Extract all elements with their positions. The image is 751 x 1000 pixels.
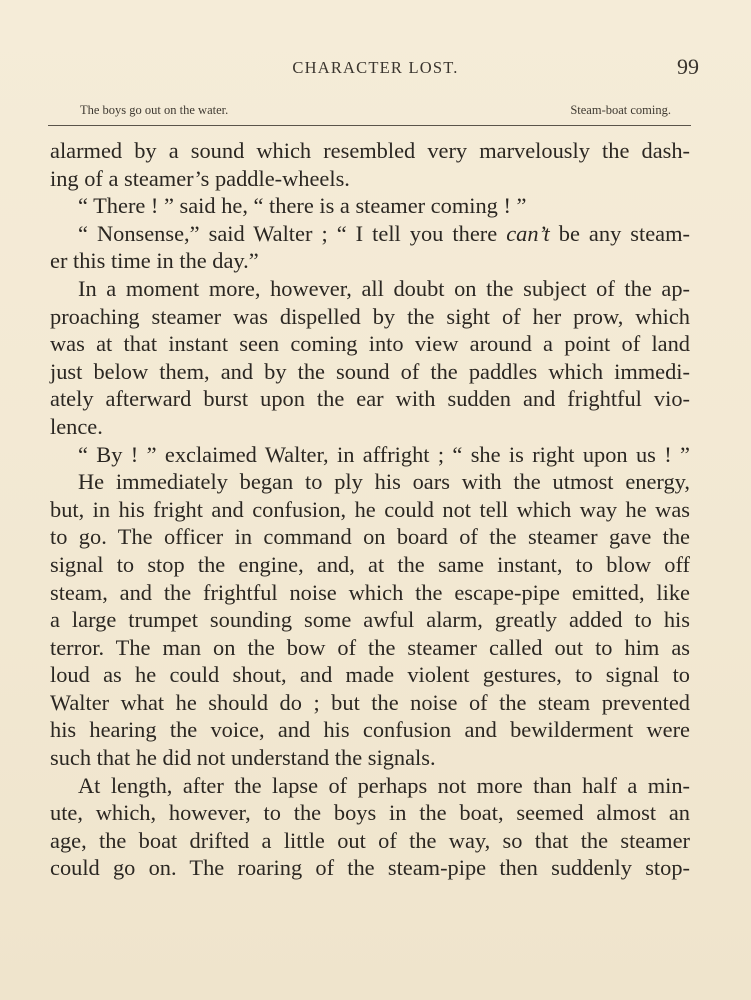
text-line: ately afterward burst upon the ear with sudden and frightful vio- bbox=[50, 386, 690, 412]
text-line-with-emphasis bbox=[50, 220, 690, 248]
page-number: 99 bbox=[677, 54, 699, 79]
text-line: “ There ! ” said he, “ there is a steamer coming ! ” bbox=[78, 193, 527, 219]
text-line: terror. The man on the bow of the steamer called out to him as bbox=[50, 634, 690, 660]
text-line: such that he did not understand the signals. bbox=[50, 745, 436, 771]
text-line: could go on. The roaring of the steam-pipe then suddenly stop- bbox=[50, 855, 690, 881]
text-line: ute, which, however, to the boys in the boat, seemed almost an bbox=[50, 800, 690, 826]
text-line: alarmed by a sound which resembled very marvelously the dash- bbox=[50, 138, 690, 163]
text-line: a large trumpet sounding some awful alarm, greatly added to his bbox=[50, 607, 690, 633]
text-line: proaching steamer was dispelled by the sight of her prow, which bbox=[50, 303, 690, 329]
header-rule bbox=[48, 125, 691, 126]
text-line: er this time in the day.” bbox=[50, 248, 259, 274]
text-line: At length, after the lapse of perhaps not more than half a min- bbox=[78, 772, 690, 798]
text-line: age, the boat drifted a little out of the way, so that the steamer bbox=[50, 827, 690, 853]
text-line: was at that instant seen coming into view around a point of land bbox=[50, 331, 690, 357]
text-line: steam, and the frightful noise which the escape-pipe emitted, like bbox=[50, 579, 690, 605]
chapter-title: CHARACTER LOST. bbox=[292, 58, 459, 77]
text-line: He immediately began to ply his oars with the utmost energy, bbox=[78, 469, 690, 495]
text-line: ing of a steamer’s paddle-wheels. bbox=[50, 165, 350, 191]
text-segment: “ Nonsense,” said Walter ; “ I tell you there bbox=[78, 220, 507, 246]
subhead-right-topic: Steam-boat coming. bbox=[570, 103, 671, 117]
text-line: his hearing the voice, and his confusion and bewilderment were bbox=[50, 717, 690, 743]
text-line: to go. The officer in command on board of the steamer gave the bbox=[50, 524, 690, 550]
emphasis-text: can’t bbox=[506, 220, 550, 246]
running-head bbox=[0, 54, 751, 82]
body-text bbox=[50, 137, 690, 882]
text-line: “ By ! ” exclaimed Walter, in affright ; “ she is right upon us ! ” bbox=[78, 441, 690, 467]
text-line: just below them, and by the sound of the paddles which immedi- bbox=[50, 358, 690, 384]
text-line: loud as he could shout, and made violent gestures, to signal to bbox=[50, 662, 690, 688]
text-segment: be any steam- bbox=[549, 220, 690, 246]
text-line: but, in his fright and confusion, he could not tell which way he was bbox=[50, 496, 690, 522]
text-line: In a moment more, however, all doubt on the subject of the ap- bbox=[78, 275, 690, 301]
page-subhead bbox=[80, 103, 671, 123]
text-line: signal to stop the engine, and, at the same instant, to blow off bbox=[50, 551, 690, 577]
text-line: lence. bbox=[50, 413, 103, 439]
text-line: Walter what he should do ; but the noise of the steam prevented bbox=[50, 689, 690, 715]
subhead-left-topic: The boys go out on the water. bbox=[80, 103, 229, 117]
